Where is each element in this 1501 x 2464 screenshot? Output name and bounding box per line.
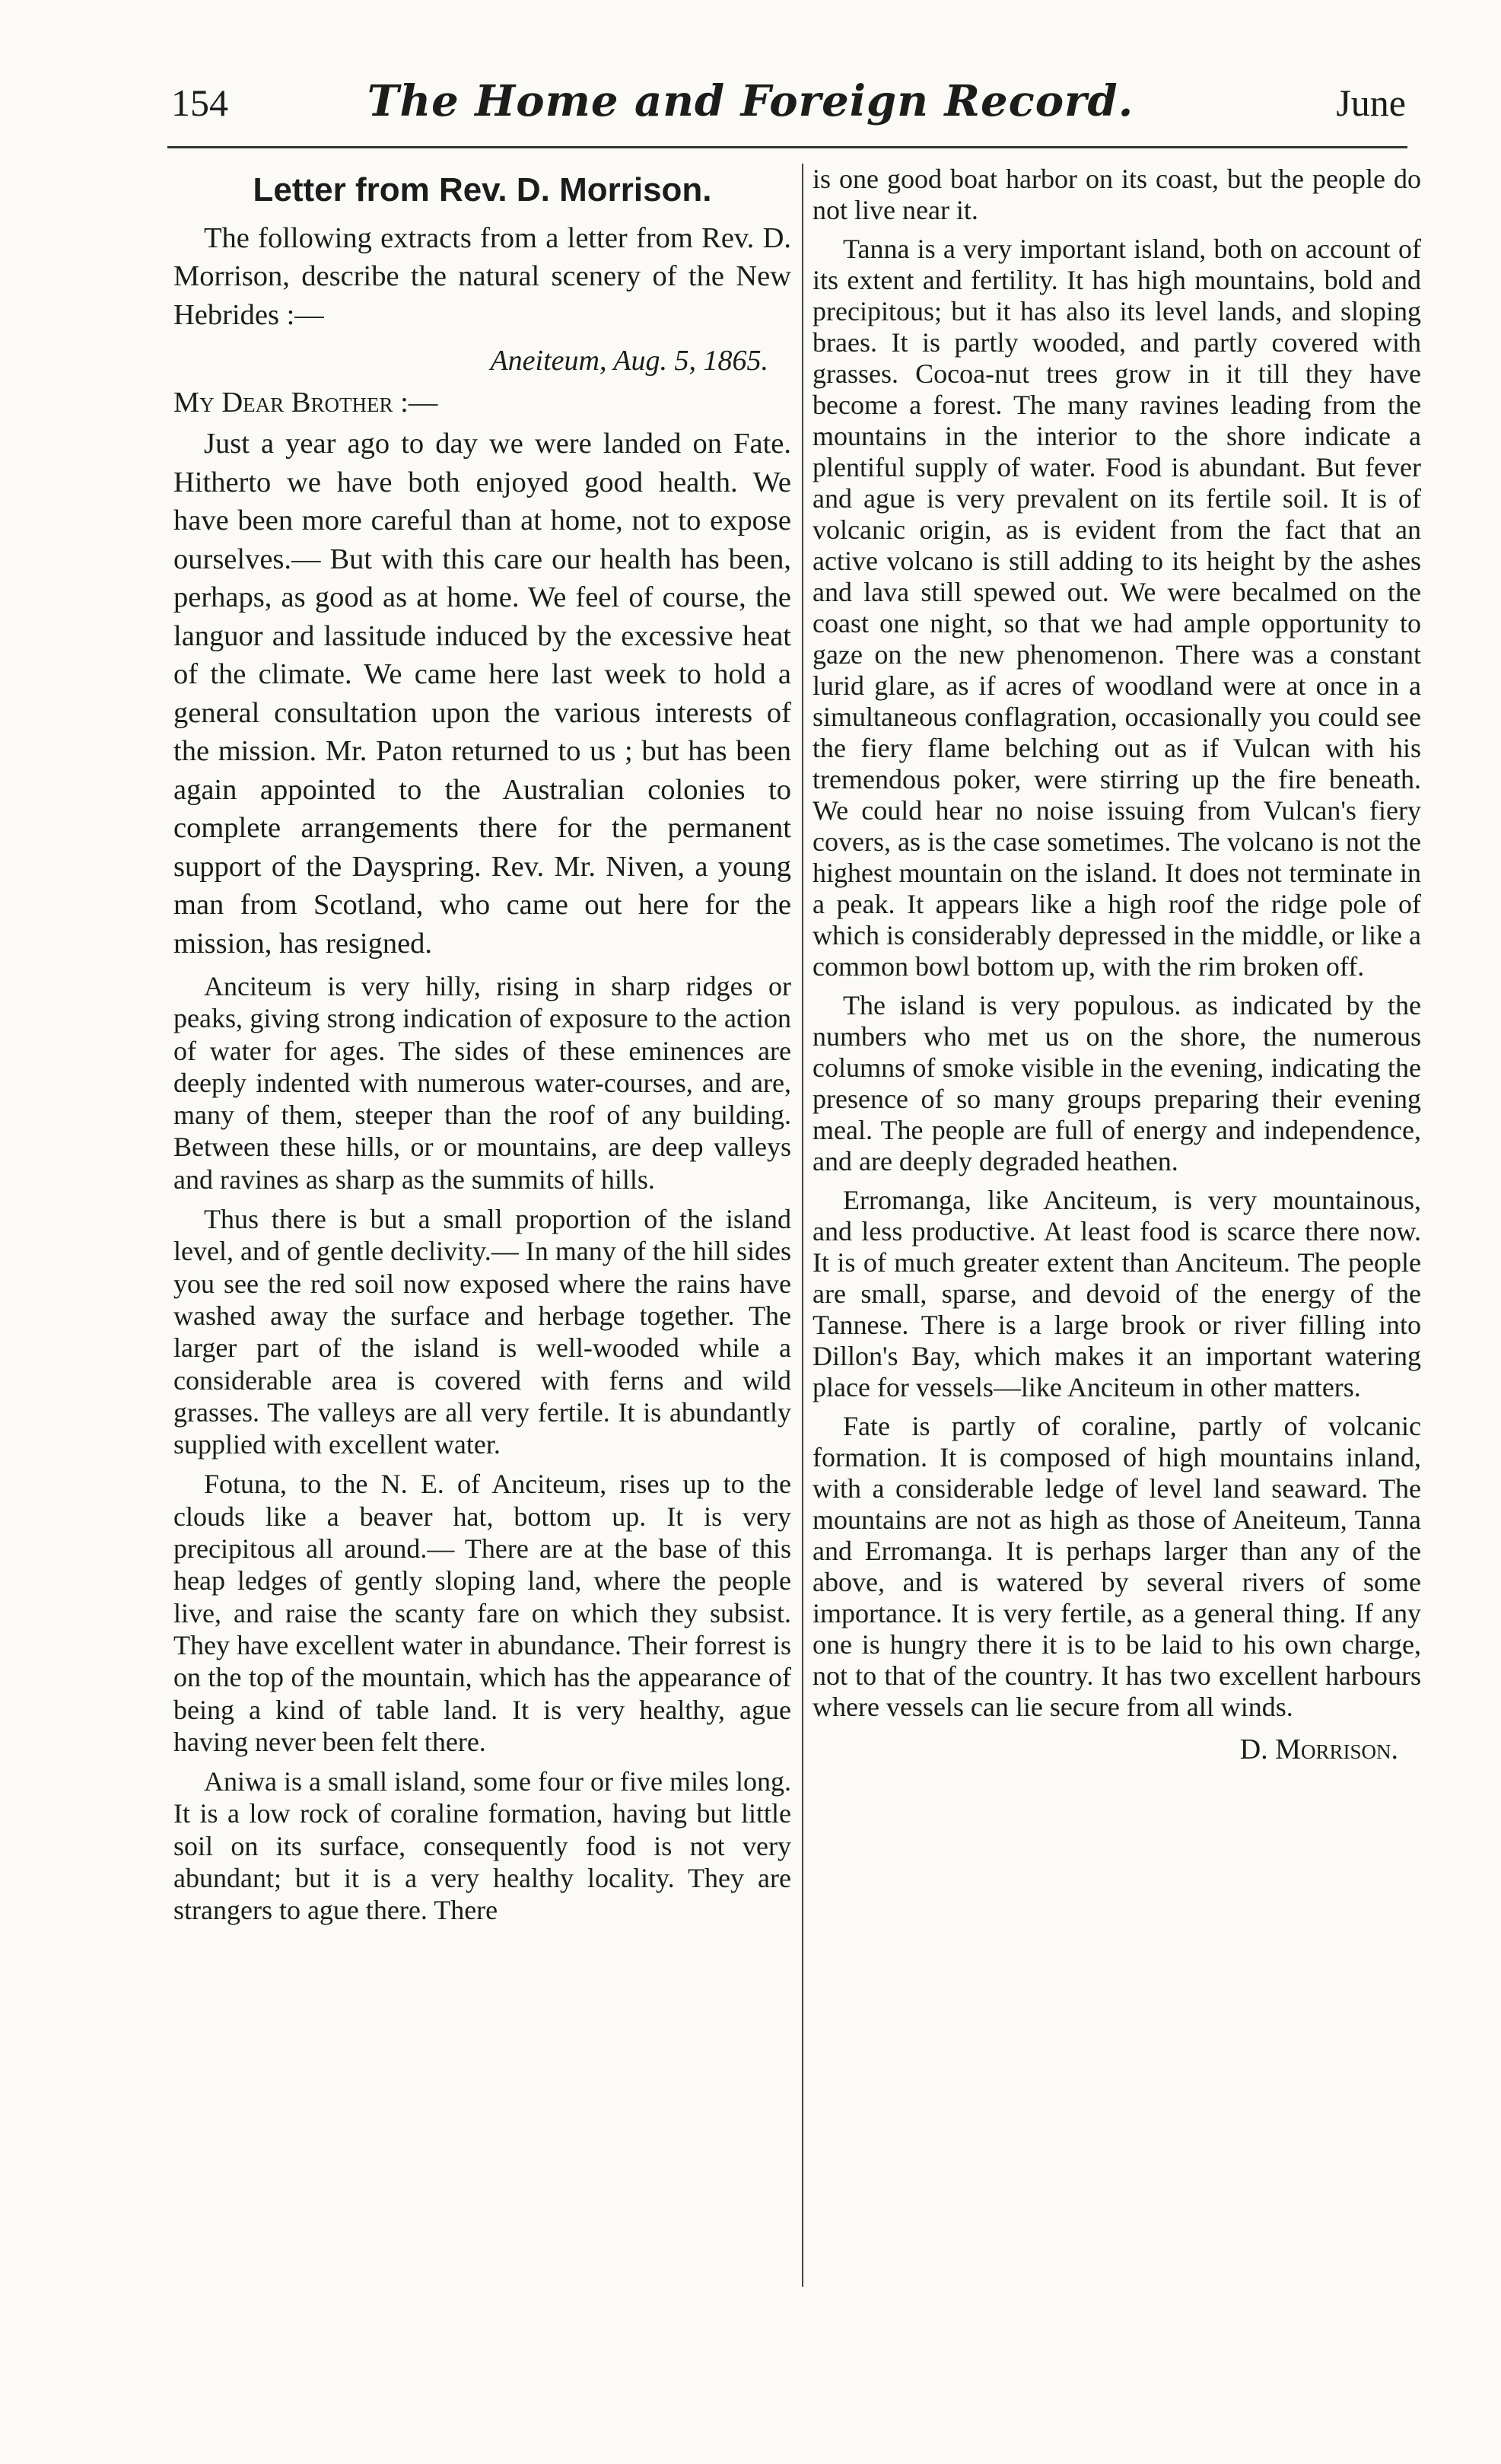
body-paragraph: Tanna is a very important island, both on account of its extent and fertility. It has high mountains, bold and precipitous; but it has also its level lands, and sloping braes. It is partly wooded, and partly covered with grasses. Cocoa-nut trees grow in it till they have become a forest. The many ravines leading from the mountains in the interior to the shore indicate a plentiful supply of water. Food is abundant. But fever and ague is very prevalent on its fertile soil. It is of volcanic origin, as is evident from the fact that an active volcano is still adding to its height by the ashes and lava still spewed out. We were becalmed on the coast one night, so that we had ample opportunity to gaze on the new phenomenon. There was a constant lurid glare, as if acres of woodland were at once in a simultaneous conflagration, occasionally you could see the fiery flame belching out as if Vulcan with his tremendous poker, were stirring up the fire beneath. We could hear no noise issuing from Vulcan's fiery covers, as is the case sometimes. The volcano is not the highest mountain on the island. It does not terminate in a peak. It appears like a high roof the ridge pole of which is considerably depressed in the middle, or like a common bowl bottom up, with the rim broken off. bbox=[813, 234, 1421, 982]
column-divider bbox=[802, 164, 803, 2287]
left-column bbox=[173, 164, 791, 1934]
dateline: Aneiteum, Aug. 5, 1865. bbox=[490, 345, 768, 377]
running-title: The Home and Foreign Record. bbox=[367, 76, 1134, 126]
page-header bbox=[0, 76, 1501, 137]
article-title: Letter from Rev. D. Morrison. bbox=[253, 171, 712, 209]
body-paragraph: Anciteum is very hilly, rising in sharp ridges or peaks, giving strong indication of exposure to the action of water for ages. The sides of these eminences are deeply indented with numerous water-courses, and are, many of them, steeper than the roof of any building. Between these hills, or or mountains, are deep valleys and ravines as sharp as the summits of hills. bbox=[173, 971, 791, 1195]
body-paragraph: is one good boat harbor on its coast, but the people do not live near it. bbox=[813, 164, 1421, 225]
body-paragraph: Just a year ago to day we were landed on Fate. Hitherto we have both enjoyed good health. We have been more careful than at home, not to expose ourselves.— But with this care our health has been, perhaps, as good as at home. We feel of course, the languor and lassitude induced by the excessive heat of the climate. We came here last week to hold a general consultation upon the various interests of the mission. Mr. Paton returned to us ; but has been again appointed to the Australian colonies to complete arrangements there for the permanent support of the Dayspring. Rev. Mr. Niven, a young man from Scotland, who came out here for the mission, has resigned. bbox=[173, 428, 791, 960]
page-number: 154 bbox=[171, 81, 228, 124]
body-paragraph: Fotuna, to the N. E. of Anciteum, rises up to the clouds like a beaver hat, bottom up. It is very precipitous all around.— There are at the base of this heap ledges of gently sloping land, where the people live, and raise the scanty fare on which they subsist. They have excellent water in abundance. Their forrest is on the top of the mountain, which has the appearance of being a kind of table land. It is very healthy, ague having never been felt there. bbox=[173, 1469, 791, 1757]
body-paragraph: Thus there is but a small proportion of the island level, and of gentle declivity.— In many of the hill sides you see the red soil now exposed where the rains have washed away the surface and herbage together. The larger part of the island is well-wooded while a considerable area is covered with ferns and wild grasses. The valleys are all very fertile. It is abundantly supplied with excellent water. bbox=[173, 1204, 791, 1460]
body-paragraph: Aniwa is a small island, some four or five miles long. It is a low rock of coraline formation, having but little soil on its surface, consequently food is not very abundant; but it is a very healthy locality. They are strangers to ague there. There bbox=[173, 1766, 791, 1926]
header-rule bbox=[167, 146, 1407, 148]
body-paragraph: Erromanga, like Anciteum, is very mountainous, and less productive. At least food is scarce there now. It is of much greater extent than Anciteum. The people are small, sparse, and devoid of the energy of the Tannese. There is a large brook or river filling into Dillon's Bay, which makes it an important watering place for vessels—like Anciteum in other matters. bbox=[813, 1185, 1421, 1402]
salutation: My Dear Brother :— bbox=[173, 386, 438, 419]
intro-paragraph: The following extracts from a letter from Rev. D. Morrison, describe the natural scenery of the New Hebrides :— bbox=[173, 221, 791, 331]
month-label: June bbox=[1336, 81, 1406, 124]
signature: D. Morrison. bbox=[1239, 1733, 1398, 1765]
body-paragraph: The island is very populous. as indicated by the numbers who met us on the shore, the numerous columns of smoke visible in the evening, indicating the presence of so many groups preparing their evening meal. The people are full of energy and independence, and are deeply degraded heathen. bbox=[813, 990, 1421, 1176]
body-paragraph: Fate is partly of coraline, partly of volcanic formation. It is composed of high mountains inland, with a considerable ledge of level land seaward. The mountains are not as high as those of Aneiteum, Tanna and Erromanga. It is perhaps larger than any of the above, and is watered by several rivers of some importance. It is very fertile, as a general thing. If any one is hungry there it is to be laid to his own charge, not to that of the country. It has two excellent harbours where vessels can lie secure from all winds. bbox=[813, 1411, 1421, 1722]
right-column bbox=[813, 164, 1421, 1769]
